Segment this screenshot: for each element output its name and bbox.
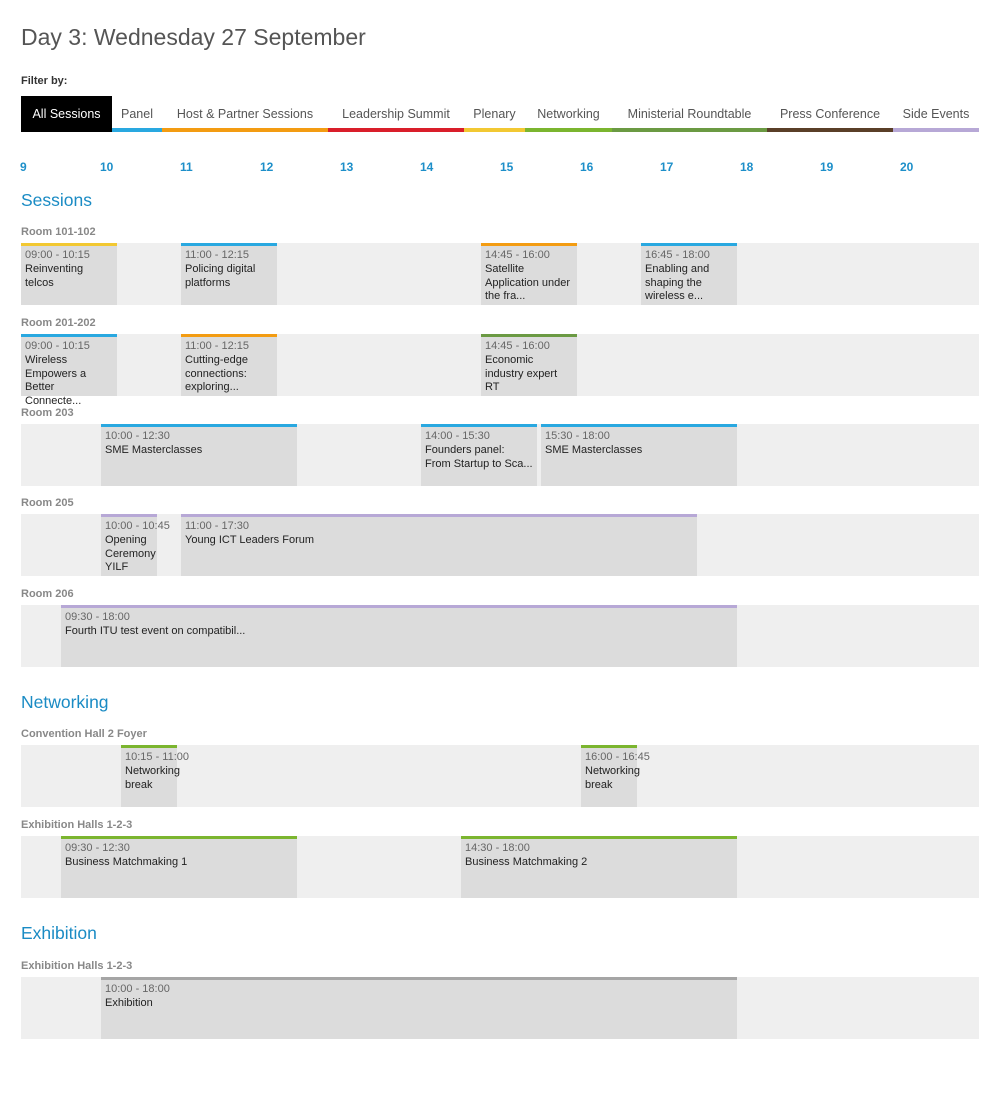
category-color-bar xyxy=(581,745,637,748)
session-title: Business Matchmaking 2 xyxy=(465,856,588,868)
category-color-bar xyxy=(181,243,277,246)
room-track-room-101-102 xyxy=(21,243,979,305)
hour-label: 17 xyxy=(660,160,674,174)
session-card[interactable] xyxy=(461,836,737,898)
session-time: 14:45 - 16:00 xyxy=(485,340,550,352)
filter-label-text: All Sessions xyxy=(32,107,101,121)
session-card[interactable] xyxy=(21,243,117,305)
room-label: Room 206 xyxy=(21,588,74,600)
category-color-bar xyxy=(461,836,737,839)
hour-label: 16 xyxy=(580,160,594,174)
session-card[interactable] xyxy=(101,514,170,576)
session-card[interactable] xyxy=(481,243,577,305)
category-color-bar xyxy=(641,243,737,246)
hour-label: 18 xyxy=(740,160,754,174)
room-track-exhibition-halls-1-2-3 xyxy=(21,836,979,898)
room-label: Room 201-202 xyxy=(21,317,96,329)
room-track-exhibition-halls-1-2-3 xyxy=(21,977,979,1039)
category-color-bar xyxy=(61,605,737,608)
room-track-room-205 xyxy=(21,514,979,576)
category-color-bar xyxy=(181,514,697,517)
filter-label-text: Plenary xyxy=(473,107,516,121)
session-time: 16:45 - 18:00 xyxy=(645,249,710,261)
room-track-room-201-202 xyxy=(21,334,979,407)
category-color-bar xyxy=(421,424,537,427)
session-time: 15:30 - 18:00 xyxy=(545,430,610,442)
session-time: 11:00 - 17:30 xyxy=(185,520,250,532)
room-label: Convention Hall 2 Foyer xyxy=(21,728,147,740)
room-track-convention-hall-2-foyer xyxy=(21,745,979,807)
hour-label: 12 xyxy=(260,160,274,174)
hour-label: 11 xyxy=(180,160,193,174)
session-card[interactable] xyxy=(101,424,297,486)
session-title: Cutting-edge connections: exploring... xyxy=(185,354,248,393)
filter-bar xyxy=(21,96,979,132)
category-color-bar xyxy=(481,334,577,337)
category-color-bar xyxy=(101,424,297,427)
filter-color-bar xyxy=(612,128,767,132)
filter-color-bar xyxy=(893,128,979,132)
session-title: Business Matchmaking 1 xyxy=(65,856,188,868)
page-title: Day 3: Wednesday 27 September xyxy=(21,24,366,50)
hour-label: 19 xyxy=(820,160,834,174)
filter-label-text: Press Conference xyxy=(779,107,881,121)
session-card[interactable] xyxy=(641,243,737,305)
session-time: 14:00 - 15:30 xyxy=(425,430,490,442)
session-title: SME Masterclasses xyxy=(105,444,203,456)
category-color-bar xyxy=(481,243,577,246)
session-time: 16:00 - 16:45 xyxy=(585,751,650,763)
session-card[interactable] xyxy=(421,424,537,486)
session-title: Founders panel: From Startup to Sca... xyxy=(425,444,533,470)
filter-panel[interactable] xyxy=(112,96,162,132)
session-title: Fourth ITU test event on compatibil... xyxy=(65,625,246,637)
session-title: Wireless Empowers a Better Connecte... xyxy=(25,354,87,407)
filter-label-text: Host & Partner Sessions xyxy=(176,107,314,121)
room-track-room-206 xyxy=(21,605,979,667)
session-card[interactable] xyxy=(181,243,277,305)
category-color-bar xyxy=(21,334,117,337)
session-title: Enabling and shaping the wireless e... xyxy=(645,263,710,302)
filter-color-bar xyxy=(464,128,525,132)
session-card[interactable] xyxy=(61,605,737,667)
session-title: Economic industry expert RT xyxy=(485,354,558,393)
session-time: 14:30 - 18:00 xyxy=(465,842,530,854)
session-time: 10:00 - 10:45 xyxy=(105,520,170,532)
room-label: Exhibition Halls 1-2-3 xyxy=(21,819,133,831)
hour-label: 9 xyxy=(20,160,27,174)
session-time: 09:30 - 12:30 xyxy=(65,842,130,854)
filter-color-bar xyxy=(162,128,328,132)
category-color-bar xyxy=(121,745,177,748)
filter-leadership-summit[interactable] xyxy=(328,96,464,132)
filter-label-text: Panel xyxy=(121,107,153,121)
session-time: 10:00 - 18:00 xyxy=(105,983,170,995)
filter-all-sessions[interactable] xyxy=(21,96,112,132)
filter-color-bar xyxy=(767,128,893,132)
category-color-bar xyxy=(21,243,117,246)
filter-label-text: Side Events xyxy=(902,107,970,121)
section-title-networking: Networking xyxy=(21,692,109,712)
session-time: 11:00 - 12:15 xyxy=(185,249,250,261)
session-card[interactable] xyxy=(181,514,697,576)
session-title: Policing digital platforms xyxy=(185,263,256,289)
session-title: Networking break xyxy=(585,765,641,791)
room-label: Room 205 xyxy=(21,497,74,509)
hour-label: 13 xyxy=(340,160,354,174)
filter-label-text: Networking xyxy=(537,107,600,121)
room-label: Room 101-102 xyxy=(21,226,96,238)
room-track-room-203 xyxy=(21,424,979,486)
filter-press-conference[interactable] xyxy=(767,96,893,132)
room-label: Exhibition Halls 1-2-3 xyxy=(21,960,133,972)
category-color-bar xyxy=(101,977,737,980)
session-time: 10:00 - 12:30 xyxy=(105,430,170,442)
filter-color-bar xyxy=(525,128,612,132)
category-color-bar xyxy=(101,514,157,517)
filter-host-and-partner-sessions[interactable] xyxy=(162,96,328,132)
session-card[interactable] xyxy=(121,745,190,807)
session-card[interactable] xyxy=(61,836,297,898)
session-card[interactable] xyxy=(581,745,650,807)
session-card[interactable] xyxy=(101,977,737,1039)
session-time: 09:30 - 18:00 xyxy=(65,611,130,623)
session-time: 14:45 - 16:00 xyxy=(485,249,550,261)
filter-color-bar xyxy=(328,128,464,132)
session-card[interactable] xyxy=(21,334,117,407)
session-title: Networking break xyxy=(125,765,181,791)
session-time: 10:15 - 11:00 xyxy=(125,751,190,763)
session-time: 09:00 - 10:15 xyxy=(25,340,90,352)
session-title: Reinventing telcos xyxy=(25,263,84,289)
session-time: 09:00 - 10:15 xyxy=(25,249,90,261)
session-card[interactable] xyxy=(541,424,737,486)
category-color-bar xyxy=(181,334,277,337)
filter-label-text: Ministerial Roundtable xyxy=(627,107,752,121)
session-time: 11:00 - 12:15 xyxy=(185,340,250,352)
section-title-sessions: Sessions xyxy=(21,190,93,210)
hour-label: 20 xyxy=(900,160,914,174)
hour-label: 10 xyxy=(100,160,114,174)
session-card[interactable] xyxy=(481,334,577,396)
filter-networking[interactable] xyxy=(525,96,612,132)
filter-label: Filter by: xyxy=(21,75,68,87)
hour-label: 14 xyxy=(420,160,434,174)
category-color-bar xyxy=(541,424,737,427)
session-title: Exhibition xyxy=(105,997,153,1009)
hour-label: 15 xyxy=(500,160,514,174)
filter-color-bar xyxy=(112,128,162,132)
session-title: Opening Ceremony YILF xyxy=(105,534,156,573)
filter-ministerial-roundtable[interactable] xyxy=(612,96,767,132)
session-title: SME Masterclasses xyxy=(545,444,643,456)
session-title: Satellite Application under the fra... xyxy=(485,263,571,302)
filter-label-text: Leadership Summit xyxy=(342,107,450,121)
category-color-bar xyxy=(61,836,297,839)
section-title-exhibition: Exhibition xyxy=(21,923,97,943)
filter-plenary[interactable] xyxy=(464,96,525,132)
room-label: Room 203 xyxy=(21,407,74,419)
session-title: Young ICT Leaders Forum xyxy=(185,534,315,546)
session-card[interactable] xyxy=(181,334,277,396)
timeline-hours xyxy=(0,160,1000,176)
filter-side-events[interactable] xyxy=(893,96,979,132)
